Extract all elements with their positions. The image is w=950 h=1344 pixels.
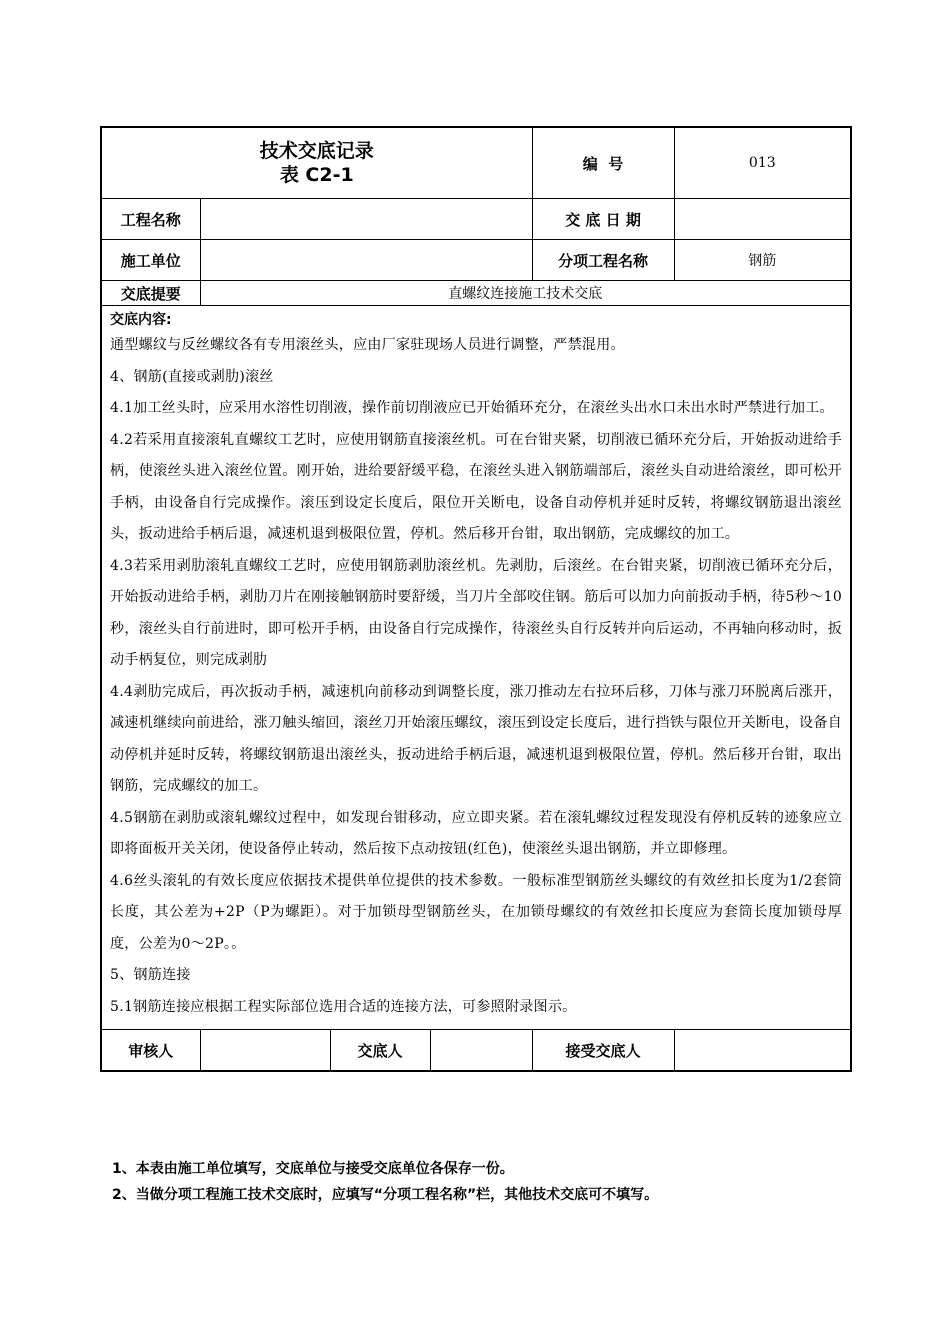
content-paragraph: 通型螺纹与反丝螺纹各有专用滚丝头，应由厂家驻现场人员进行调整，严禁混用。 — [110, 337, 625, 353]
project-name-field[interactable] — [200, 199, 532, 240]
project-name-label: 工程名称 — [101, 199, 200, 240]
date-label: 交 底 日 期 — [532, 199, 674, 240]
receiver-label: 接受交底人 — [532, 1030, 674, 1072]
discloser-field[interactable] — [430, 1030, 532, 1072]
content-paragraph: 4.5钢筋在剥肋或滚轧螺纹过程中，如发现台钳移动，应立即夹紧。若在滚轧螺纹过程发现没有停机反转的迹象应立即将面板开关关闭，使设备停止转动，然后按下点动按钮(红色)，使滚丝头退出钢筋，并立即修理。 — [110, 809, 843, 857]
unit-label: 施工单位 — [101, 240, 200, 281]
content-cell[interactable] — [101, 306, 851, 1030]
form-title-cell — [101, 127, 532, 199]
content-paragraph: 5.1钢筋连接应根据工程实际部位选用合适的连接方法，可参照附录图示。 — [110, 998, 577, 1015]
record-sheet — [100, 126, 850, 1072]
sub-project-field[interactable]: 钢筋 — [674, 240, 851, 281]
content-paragraph: 4.4剥肋完成后，再次扳动手柄，减速机向前移动到调整长度，涨刀推动左右拉环后移，刀体与涨刀环脱离后涨开，减速机继续向前进给，涨刀触头缩回，滚丝刀开始滚压螺纹，滚压到设定长度后，进行挡铁与限位开关断电，设备自动停机并延时反转，将螺纹钢筋退出滚丝头，扳动进给手柄后退，减速机退到极限位置，停机。然后移开台钳，取出钢筋，完成螺纹的加工。 — [110, 683, 843, 794]
reviewer-label: 审核人 — [101, 1030, 200, 1072]
form-title: 技术交底记录 — [259, 140, 374, 162]
content-paragraph: 4.3若采用剥肋滚轧直螺纹工艺时，应使用钢筋剥肋滚丝机。先剥肋，后滚丝。在台钳夹紧，切削液已循环充分后，开始扳动进给手柄，剥肋刀片在刚接触钢筋时要舒缓，当刀片全部咬住钢。筋后可以加力向前扳动手柄，待5秒～10秒，滚丝头自行前进时，即可松开手柄，由设备自行完成操作，待滚丝头自行反转并向后运动，不再轴向移动时，扳动手柄复位，则完成剥肋 — [110, 557, 843, 668]
content-paragraph: 4、钢筋(直接或剥肋)滚丝 — [110, 368, 274, 385]
reviewer-field[interactable] — [200, 1030, 330, 1072]
brief-field[interactable]: 直螺纹连接施工技术交底 — [200, 281, 851, 306]
footnotes — [112, 1156, 852, 1208]
content-paragraph: 5、钢筋连接 — [110, 967, 191, 983]
receiver-field[interactable] — [674, 1030, 851, 1072]
unit-field[interactable] — [200, 240, 532, 281]
footnote-2: 2、当做分项工程施工技术交底时，应填写“分项工程名称”栏，其他技术交底可不填写。 — [112, 1187, 659, 1203]
footnote-1: 1、本表由施工单位填写，交底单位与接受交底单位各保存一份。 — [112, 1161, 514, 1177]
date-field[interactable] — [674, 199, 851, 240]
content-heading: 交底内容: — [110, 312, 172, 328]
number-value[interactable]: 013 — [674, 127, 851, 199]
brief-label: 交底提要 — [101, 281, 200, 306]
content-paragraph: 4.2若采用直接滚轧直螺纹工艺时，应使用钢筋直接滚丝机。可在台钳夹紧，切削液已循环充分后，开始扳动进给手柄，使滚丝头进入滚丝位置。刚开始，进给要舒缓平稳，在滚丝头进入钢筋端部后，滚丝头自动进给滚丝，即可松开手柄，由设备自行完成操作。滚压到设定长度后，限位开关断电，设备自动停机并延时反转，将螺纹钢筋退出滚丝头，扳动进给手柄后退，减速机退到极限位置，停机。然后移开台钳，取出钢筋，完成螺纹的加工。 — [110, 431, 843, 542]
number-label: 编 号 — [532, 127, 674, 199]
record-table — [100, 126, 852, 1072]
sub-project-label: 分项工程名称 — [532, 240, 674, 281]
form-code: 表 C2-1 — [279, 164, 354, 186]
discloser-label: 交底人 — [330, 1030, 430, 1072]
content-paragraph: 4.6丝头滚轧的有效长度应依据技术提供单位提供的技术参数。一般标准型钢筋丝头螺纹的有效丝扣长度为1/2套筒长度，其公差为+2P（P为螺距）。对于加锁母型钢筋丝头，在加锁母螺纹的有效丝扣长度应为套筒长度加锁母厚度，公差为0～2P。。 — [110, 872, 843, 952]
content-paragraph: 4.1加工丝头时，应采用水溶性切削液，操作前切削液应已开始循环充分，在滚丝头出水口未出水时严禁进行加工。 — [110, 400, 834, 416]
